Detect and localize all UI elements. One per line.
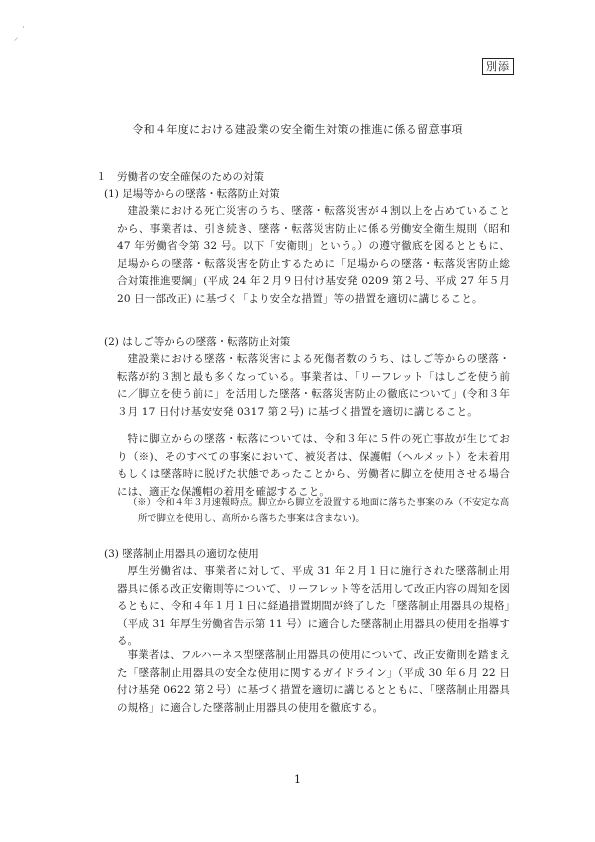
subsection-heading-1: (1) 足場等からの墜落・転落防止対策 — [104, 188, 280, 200]
footnote: （※）令和４年３月速報時点。脚立から脚立を設置する地面に落ちた事案のみ（不安定な高所で脚立を使用し、高所から落ちた事案は含まない)。 — [128, 497, 510, 524]
subsection-heading-3: (3) 墜落制止用器具の適切な使用 — [104, 548, 259, 560]
scan-artifact-mark: · — [22, 23, 25, 33]
paragraph: 特に脚立からの墜落・転落については、令和３年に５件の死亡事故が生じており（※)、そのすべての事案において、被災者は、保護帽（ヘルメット）を未着用もしくは墜落時に脱げた状態であったことから、労働者に脚立を使用させる場合には、適正な保護帽の着用を確認すること。 — [117, 433, 510, 498]
page-number: 1 — [294, 773, 301, 786]
scan-artifact-mark: ⸝ — [14, 33, 19, 43]
section-heading: １ 労働者の安全確保のための対策 — [96, 171, 264, 183]
attachment-tag: 別添 — [482, 58, 514, 75]
paragraph: 建設業における死亡災害のうち、墜落・転落災害が４割以上を占めていることから、事業者は、引き続き、墜落・転落災害防止に係る労働安全衛生規則（昭和 47 年労働省令第 32 号。以下「安衛則」という。）の遵守徹底を図るとともに、足場からの墜落・転落災害を防止するために「足場からの墜落・転落災害防止総合対策推進要綱」(平成 24 年２月９日付け基安発 0209 第２号、平成 27 年５月 20 日一部改正) に基づく「より安全な措置」等の措置を適切に講じること。 — [117, 205, 510, 305]
paragraph: 事業者は、フルハーネス型墜落制止用器具の使用について、改正安衛則を踏まえた「墜落制止用器具の安全な使用に関するガイドライン」（平成 30 年６月 22 日付け基発 0622 第２号）に基づく措置を適切に講じるとともに、「墜落制止用器具の規格」に適合した墜落制止用器具の使用を徹底する。 — [117, 649, 510, 714]
paragraph: 建設業における墜落・転落災害による死傷者数のうち、はしご等からの墜落・転落が約３割と最も多くなっている。事業者は、「リーフレット「はしごを使う前に／脚立を使う前に」を活用した墜落・転落災害防止の徹底について」(令和３年３月 17 日付け基安安発 0317 第２号) に基づく措置を適切に講じること。 — [117, 353, 510, 418]
subsection-heading-2: (2) はしご等からの墜落・転落防止対策 — [104, 336, 291, 348]
paragraph: 厚生労働省は、事業者に対して、平成 31 年２月１日に施行された墜落制止用器具に係る改正安衛則等について、リーフレット等を活用して改正内容の周知を図るともに、令和４年１月１日に経過措置期間が終了した「墜落制止用器具の規格」（平成 31 年厚生労働省告示第 11 号）に適合した墜落制止用器具の使用を指導する。 — [117, 565, 510, 647]
document-title: 令和４年度における建設業の安全衛生対策の推進に係る留意事項 — [132, 123, 463, 136]
